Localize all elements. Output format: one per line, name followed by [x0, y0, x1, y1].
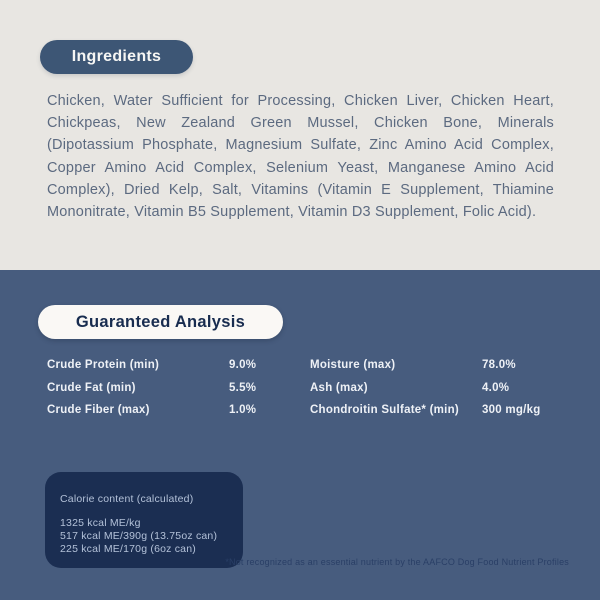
nutrient-label: Crude Protein (min): [47, 359, 160, 371]
nutrient-label: Crude Fat (min): [47, 381, 136, 394]
calorie-content-box: [45, 472, 243, 568]
calorie-content-title: Calorie content (calculated): [60, 493, 194, 505]
guaranteed-analysis-heading-label: Guaranteed Analysis: [75, 312, 246, 331]
nutrient-label: Crude Fiber (max): [47, 404, 150, 416]
guaranteed-analysis-section: [0, 270, 600, 600]
calorie-line-large-can: 517 kcal ME/390g (13.75oz can): [60, 530, 218, 543]
nutrient-label: Chondroitin Sulfate* (min): [310, 404, 459, 416]
analysis-table-right: [310, 359, 541, 418]
nutrient-value: 1.0%: [229, 404, 257, 416]
nutrient-value: 78.0%: [482, 359, 516, 371]
nutrient-value: 9.0%: [229, 359, 257, 371]
nutrient-value: 300 mg/kg: [482, 404, 541, 416]
guaranteed-analysis-heading-pill: [38, 305, 283, 339]
nutrient-label: Ash (max): [310, 381, 368, 394]
calorie-line-small-can: 225 kcal ME/170g (6oz can): [60, 543, 196, 556]
ingredients-heading-pill: [40, 40, 193, 74]
nutrient-value: 4.0%: [482, 381, 510, 394]
ingredients-section: [0, 0, 600, 270]
nutrient-label: Moisture (max): [310, 359, 396, 371]
calorie-line-kg: 1325 kcal ME/kg: [60, 517, 141, 529]
nutrient-value: 5.5%: [229, 381, 257, 394]
aafco-footnote: *Not recognized as an essential nutrient by the AAFCO Dog Food Nutrient Profiles: [225, 557, 569, 567]
ingredients-paragraph: Chicken, Water Sufficient for Processing, Chicken Liver, Chicken Heart, Chickpeas, New Zealand Green Mussel, Chicken Bone, Minerals (Dipotassium Phosphate, Magnesium Sulfate, Zinc Amino Acid Complex, Copper Amino Acid Complex, Selenium Yeast, Manganese Amino Acid Complex), Dried Kelp, Salt, Vitamins (Vitamin E Supplement, Thiamine Mononitrate, Vitamin B5 Supplement, Vitamin D3 Supplement, Folic Acid).: [47, 93, 554, 221]
ingredients-heading-label: Ingredients: [71, 48, 162, 65]
analysis-table-left: [47, 359, 256, 418]
calorie-content-lines: [60, 517, 231, 557]
